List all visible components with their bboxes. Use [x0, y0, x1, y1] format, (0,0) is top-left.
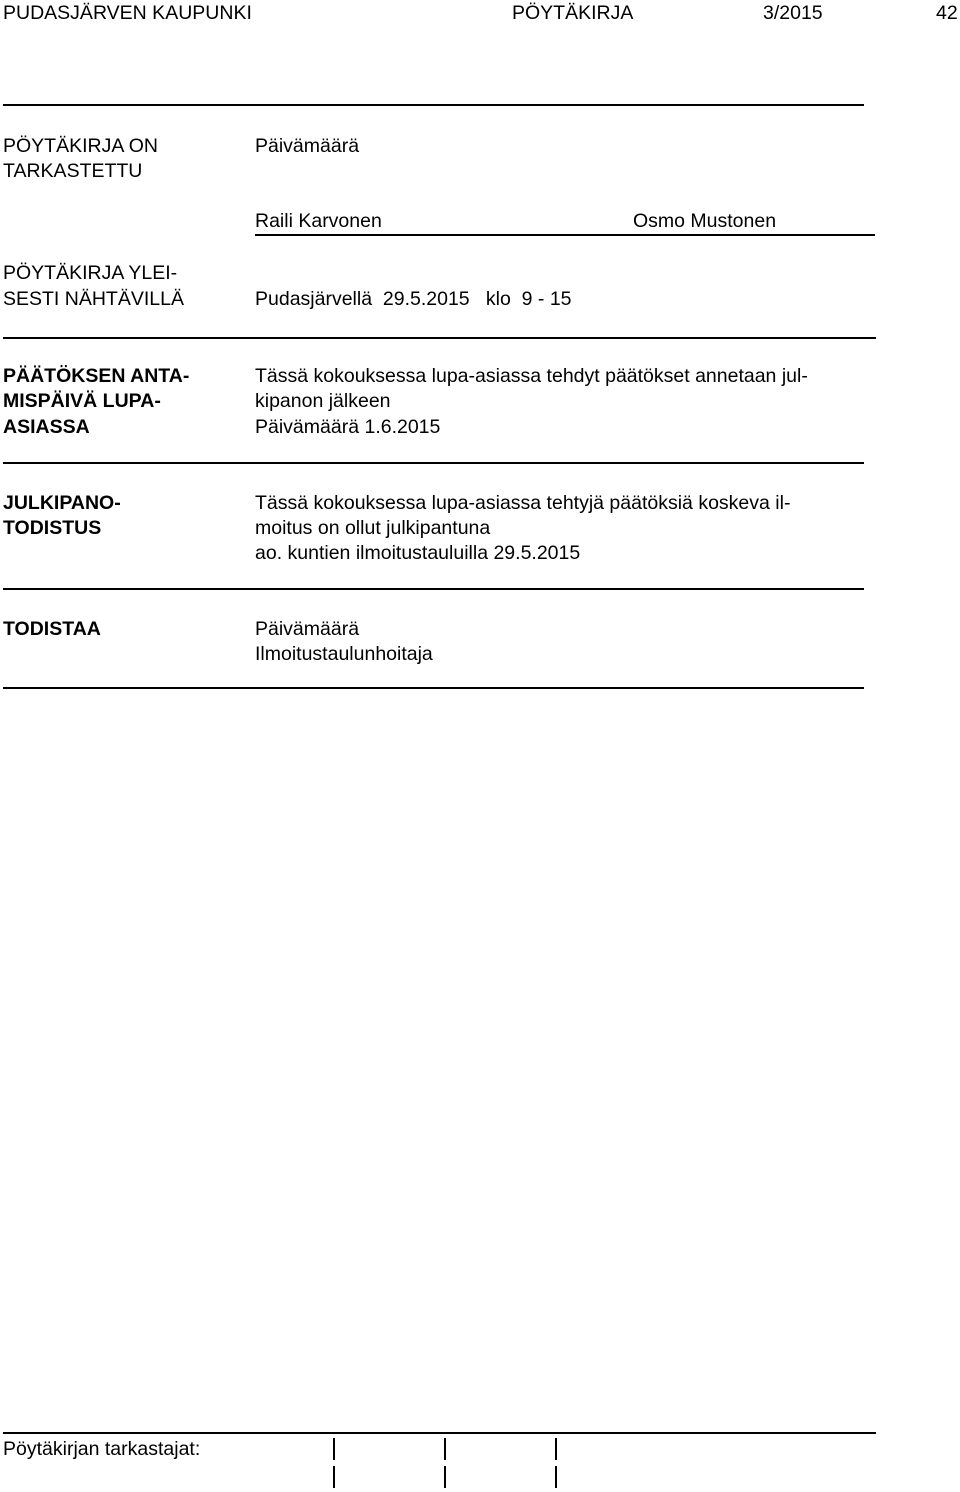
section-label-decision-2: MISPÄIVÄ LUPA- — [3, 390, 161, 412]
checker-name-1: Raili Karvonen — [255, 210, 382, 232]
organization-name: PUDASJÄRVEN KAUPUNKI — [3, 2, 252, 24]
signature-box-divider — [555, 1438, 557, 1460]
section-label-checked-2: TARKASTETTU — [3, 160, 143, 182]
bulletin-keeper-label: Ilmoitustaulunhoitaja — [255, 643, 433, 665]
signature-box-divider — [444, 1438, 446, 1460]
section-label-public-2: SESTI NÄHTÄVILLÄ — [3, 288, 184, 310]
divider — [3, 462, 864, 464]
certify-date-label: Päivämäärä — [255, 618, 360, 640]
footer-reviewers-label: Pöytäkirjan tarkastajat: — [3, 1438, 201, 1460]
signature-box-divider — [444, 1466, 446, 1488]
publication-text-line-3: ao. kuntien ilmoitustauluilla 29.5.2015 — [255, 542, 581, 564]
section-label-publication-2: TODISTUS — [3, 517, 102, 539]
public-display-text: Pudasjärvellä 29.5.2015 klo 9 - 15 — [255, 288, 572, 310]
signature-box-divider — [333, 1438, 335, 1460]
publication-text-line-2: moitus on ollut julkipantuna — [255, 517, 491, 539]
page-number: 42 — [936, 2, 958, 24]
document-type: PÖYTÄKIRJA — [512, 2, 634, 24]
decision-text-line-2: kipanon jälkeen — [255, 390, 391, 412]
divider — [3, 588, 864, 590]
section-label-decision: PÄÄTÖKSEN ANTA- — [3, 365, 190, 387]
decision-text-line-1: Tässä kokouksessa lupa-asiassa tehdyt päätökset annetaan jul- — [255, 365, 808, 387]
section-label-publication: JULKIPANO- — [3, 492, 121, 514]
section-label-certify: TODISTAA — [3, 618, 101, 640]
decision-date: Päivämäärä 1.6.2015 — [255, 416, 441, 438]
divider — [3, 104, 864, 106]
footer-rule — [3, 1432, 876, 1434]
minutes-number: 3/2015 — [763, 2, 823, 24]
date-label: Päivämäärä — [255, 135, 360, 157]
signature-box-divider — [333, 1466, 335, 1488]
divider — [3, 337, 876, 339]
section-label-decision-3: ASIASSA — [3, 416, 90, 438]
section-label-checked: PÖYTÄKIRJA ON — [3, 135, 158, 157]
divider — [3, 687, 864, 689]
section-label-public: PÖYTÄKIRJA YLEI- — [3, 262, 178, 284]
publication-text-line-1: Tässä kokouksessa lupa-asiassa tehtyjä päätöksiä koskeva il- — [255, 492, 791, 514]
checker-name-2: Osmo Mustonen — [633, 210, 777, 232]
signature-box-divider — [555, 1466, 557, 1488]
signature-line — [255, 234, 875, 236]
